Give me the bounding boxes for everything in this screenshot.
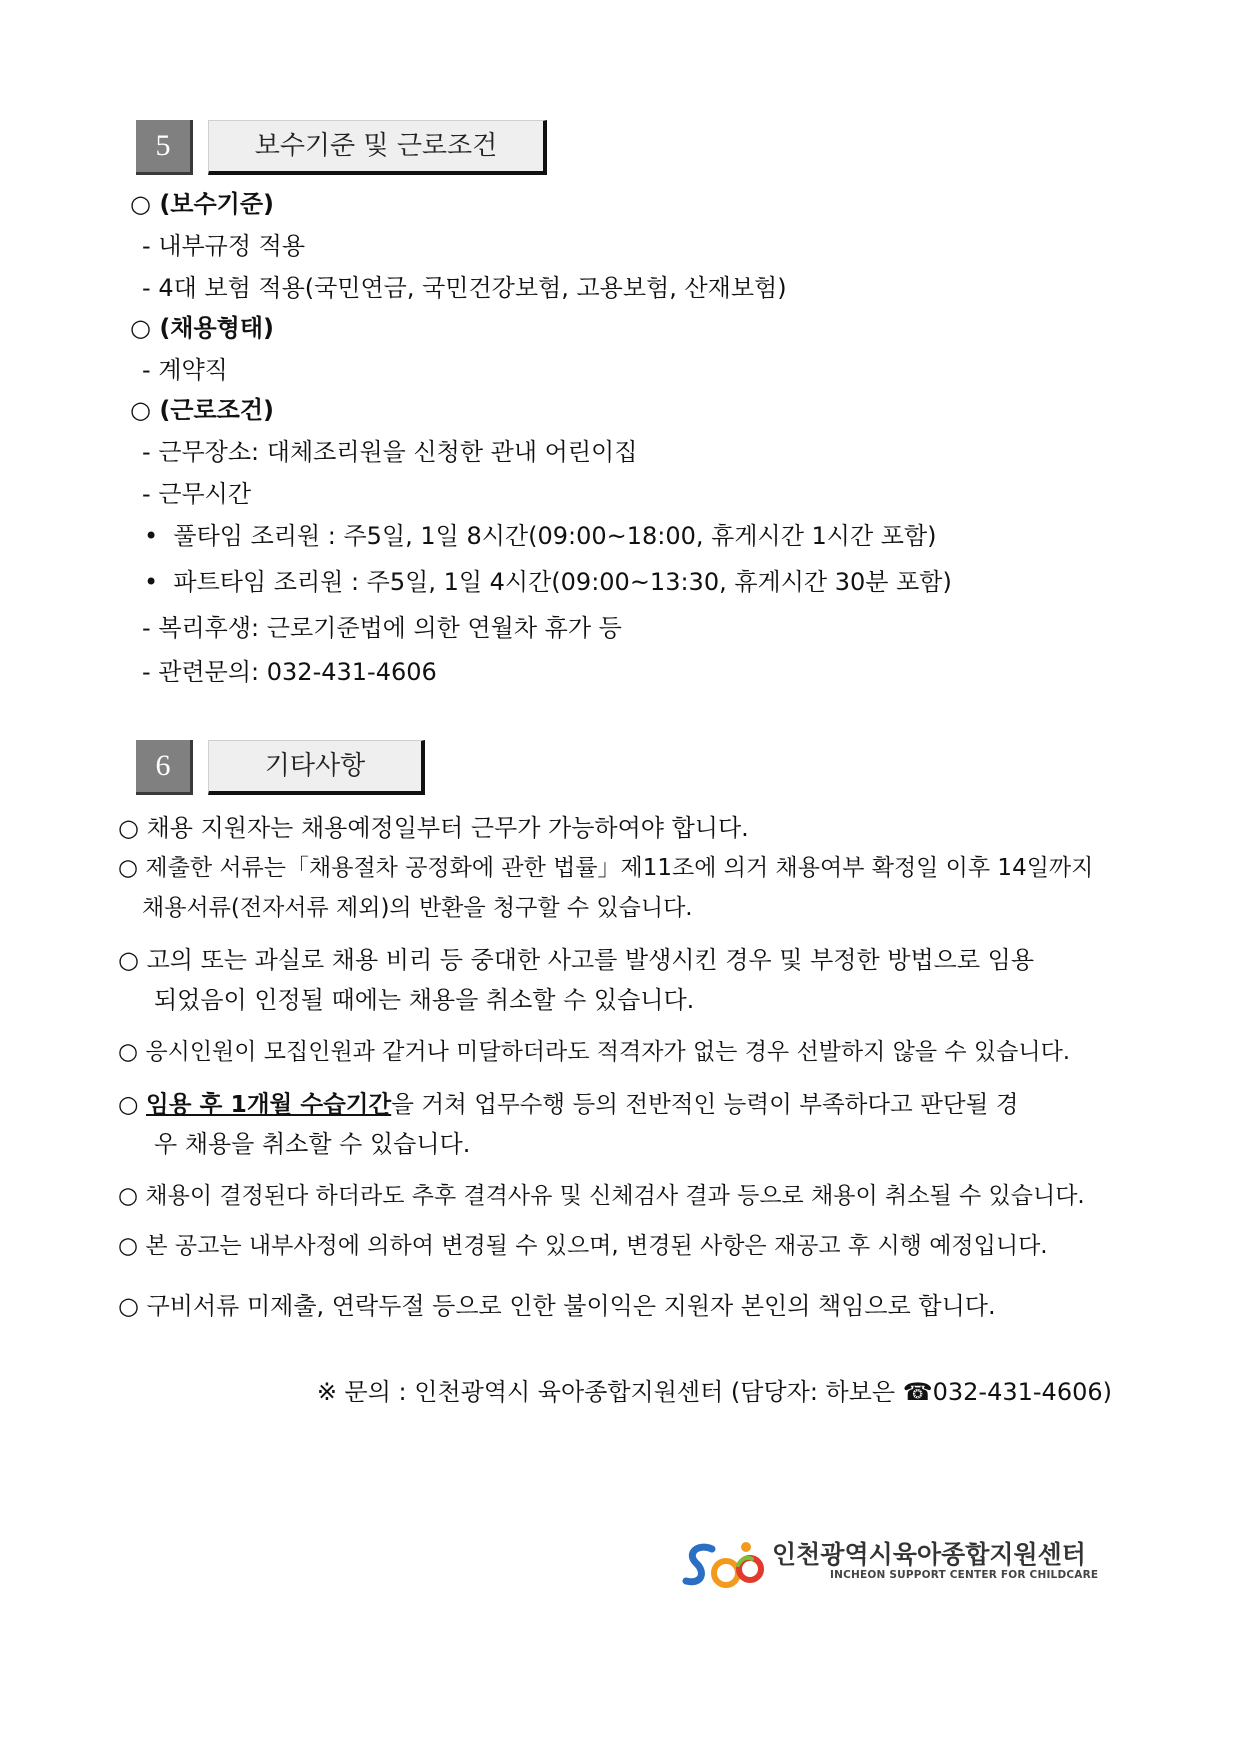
list-item: - 내부규정 적용 bbox=[142, 232, 306, 260]
list-item: - 근무시간 bbox=[142, 480, 252, 508]
list-item: ○ (보수기준) bbox=[130, 190, 274, 218]
list-item: - 계약직 bbox=[142, 356, 228, 384]
list-item: ○ 임용 후 1개월 수습기간을 거쳐 업무수행 등의 전반적인 능력이 부족하다고 판단될 경 bbox=[118, 1090, 1019, 1118]
list-item-continuation: 우 채용을 취소할 수 있습니다. bbox=[154, 1130, 471, 1158]
list-item: ○ 채용 지원자는 채용예정일부터 근무가 가능하여야 합니다. bbox=[118, 814, 749, 842]
section-5-number: 5 bbox=[136, 120, 193, 175]
section-6-number: 6 bbox=[136, 740, 193, 795]
section-5-title: 보수기준 및 근로조건 bbox=[208, 120, 547, 175]
list-item: • 파트타임 조리원 : 주5일, 1일 4시간(09:00~13:30, 휴게시간 30분 포함) bbox=[144, 568, 952, 596]
list-item-continuation: 되었음이 인정될 때에는 채용을 취소할 수 있습니다. bbox=[154, 986, 695, 1014]
list-item: ○ 본 공고는 내부사정에 의하여 변경될 수 있으며, 변경된 사항은 재공고 후 시행 예정입니다. bbox=[118, 1233, 1048, 1259]
list-item: - 복리후생: 근로기준법에 의한 연월차 휴가 등 bbox=[142, 614, 622, 642]
contact-info: ※ 문의 : 인천광역시 육아종합지원센터 (담당자: 하보은 ☎032-431-4606) bbox=[316, 1378, 1112, 1406]
list-item: - 4대 보험 적용(국민연금, 국민건강보험, 고용보험, 산재보험) bbox=[142, 274, 787, 302]
list-item: • 풀타임 조리원 : 주5일, 1일 8시간(09:00~18:00, 휴게시간 1시간 포함) bbox=[144, 522, 937, 550]
section-6-title: 기타사항 bbox=[208, 740, 425, 795]
list-item: - 관련문의: 032-431-4606 bbox=[142, 658, 437, 686]
list-item: ○ 고의 또는 과실로 채용 비리 등 중대한 사고를 발생시킨 경우 및 부정한 방법으로 임용 bbox=[118, 946, 1035, 974]
list-item: ○ 채용이 결정된다 하더라도 추후 결격사유 및 신체검사 결과 등으로 채용이 취소될 수 있습니다. bbox=[118, 1183, 1085, 1209]
list-item-continuation: 채용서류(전자서류 제외)의 반환을 청구할 수 있습니다. bbox=[142, 895, 693, 921]
logo-subtitle: INCHEON SUPPORT CENTER FOR CHILDCARE bbox=[830, 1569, 1099, 1581]
logo-mark-icon bbox=[680, 1535, 770, 1595]
list-item: - 근무장소: 대체조리원을 신청한 관내 어린이집 bbox=[142, 438, 638, 466]
emphasis-text: 임용 후 1개월 수습기간 bbox=[146, 1090, 392, 1118]
list-item: ○ 응시인원이 모집인원과 같거나 미달하더라도 적격자가 없는 경우 선발하지 않을 수 있습니다. bbox=[118, 1039, 1071, 1065]
list-item: ○ (채용형태) bbox=[130, 314, 274, 342]
list-item: ○ 제출한 서류는「채용절차 공정화에 관한 법률」제11조에 의거 채용여부 확정일 이후 14일까지 bbox=[118, 855, 1094, 881]
list-item: ○ (근로조건) bbox=[130, 396, 274, 424]
logo-name: 인천광역시육아종합지원센터 bbox=[772, 1540, 1086, 1569]
center-logo bbox=[680, 1535, 1100, 1595]
list-item: ○ 구비서류 미제출, 연락두절 등으로 인한 불이익은 지원자 본인의 책임으로 합니다. bbox=[118, 1292, 996, 1320]
